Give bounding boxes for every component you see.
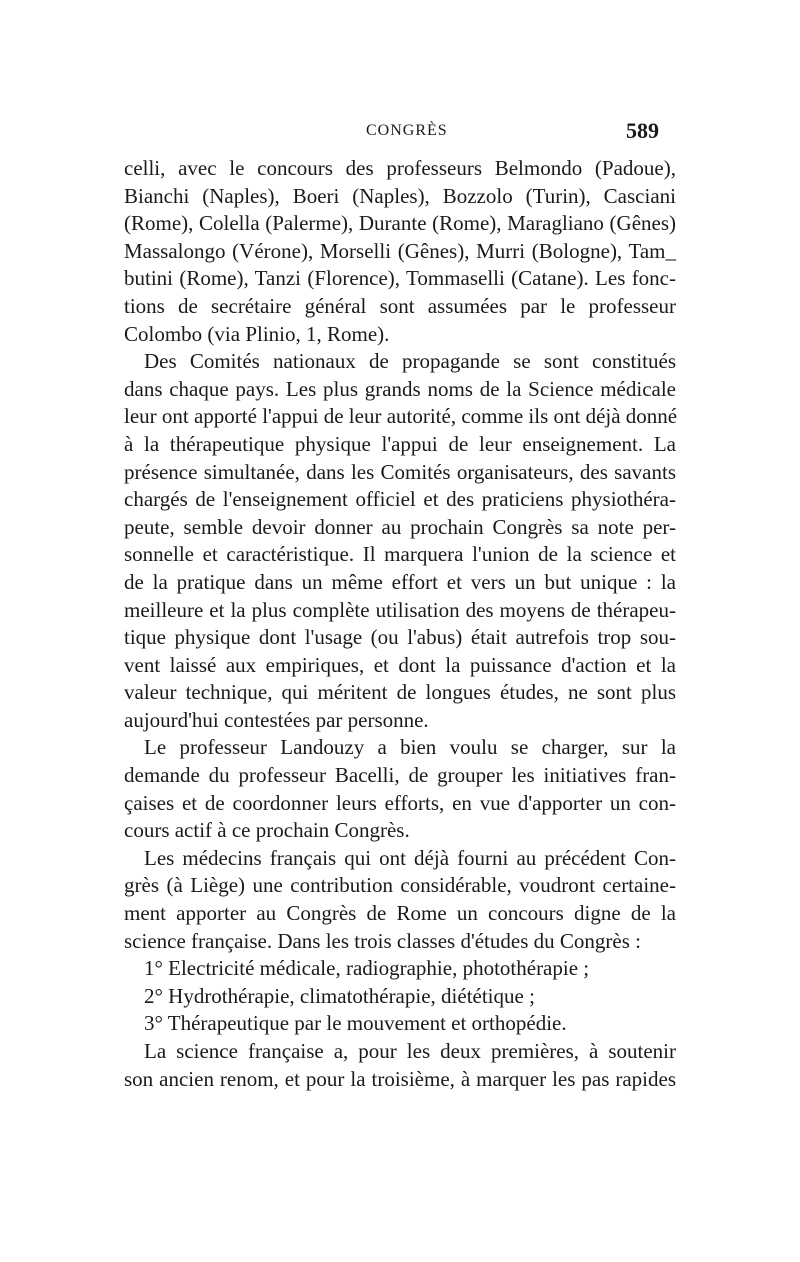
text-line: ment apporter au Congrès de Rome un concours digne de la [124, 901, 676, 926]
text-line: Des Comités nationaux de propagande se sont constitués [144, 349, 676, 374]
text-line: Les médecins français qui ont déjà fourni au précédent Con- [144, 845, 676, 870]
text-line: Le professeur Landouzy a bien voulu se charger, sur la [144, 735, 676, 760]
body-text [124, 155, 676, 1093]
page-number: 589 [626, 118, 659, 143]
text-line: à la thérapeutique physique l'appui de leur enseignement. La [124, 431, 676, 456]
text-line: vent laissé aux empiriques, et dont la puissance d'action et la [124, 652, 676, 677]
text-line: tique physique dont l'usage (ou l'abus) était autrefois trop sou- [124, 625, 676, 650]
text-line: présence simultanée, dans les Comités organisateurs, des savants [124, 459, 676, 484]
text-line: sonnelle et caractéristique. Il marquera l'union de la science et [124, 542, 676, 567]
text-line: butini (Rome), Tanzi (Florence), Tommaselli (Catane). Les fonc- [124, 266, 676, 291]
text-line: çaises et de coordonner leurs efforts, en vue d'apporter un con- [124, 790, 676, 815]
text-line: science française. Dans les trois classes d'études du Congrès : [124, 928, 641, 953]
text-line: celli, avec le concours des professeurs Belmondo (Padoue), [124, 156, 676, 180]
running-title: CONGRÈS [366, 122, 448, 139]
text-line: cours actif à ce prochain Congrès. [124, 818, 410, 843]
text-line: 3° Thérapeutique par le mouvement et orthopédie. [144, 1011, 567, 1036]
text-line: 1° Electricité médicale, radiographie, photothérapie ; [144, 956, 590, 981]
text-line: Colombo (via Plinio, 1, Rome). [124, 321, 390, 346]
text-line: grès (à Liège) une contribution considérable, voudront certaine- [124, 873, 676, 898]
text-line: demande du professeur Bacelli, de grouper les initiatives fran- [124, 763, 676, 788]
text-line: meilleure et la plus complète utilisation des moyens de thérapeu- [124, 597, 676, 622]
text-line: chargés de l'enseignement officiel et des praticiens physiothéra- [124, 487, 676, 512]
text-line: aujourd'hui contestées par personne. [124, 707, 429, 732]
text-line: La science française a, pour les deux premières, à soutenir [144, 1039, 676, 1063]
text-line: 2° Hydrothérapie, climatothérapie, diététique ; [144, 983, 535, 1008]
running-head [0, 118, 800, 146]
text-line: (Rome), Colella (Palerme), Durante (Rome), Maragliano (Gênes) [124, 211, 676, 236]
text-line: peute, semble devoir donner au prochain Congrès sa note per- [124, 514, 676, 539]
text-line: dans chaque pays. Les plus grands noms de la Science médicale [124, 376, 676, 401]
text-line: tions de secrétaire général sont assumées par le professeur [124, 293, 676, 318]
text-line: Massalongo (Vérone), Morselli (Gênes), Murri (Bologne), Tam_ [124, 238, 676, 263]
text-line: son ancien renom, et pour la troisième, à marquer les pas rapides [124, 1066, 676, 1091]
text-line: leur ont apporté l'appui de leur autorité, comme ils ont déjà donné [124, 404, 678, 429]
text-line: Bianchi (Naples), Boeri (Naples), Bozzolo (Turin), Casciani [124, 183, 676, 208]
text-line: de la pratique dans un même effort et vers un but unique : la [124, 569, 676, 594]
text-line: valeur technique, qui méritent de longues études, ne sont plus [124, 680, 676, 705]
